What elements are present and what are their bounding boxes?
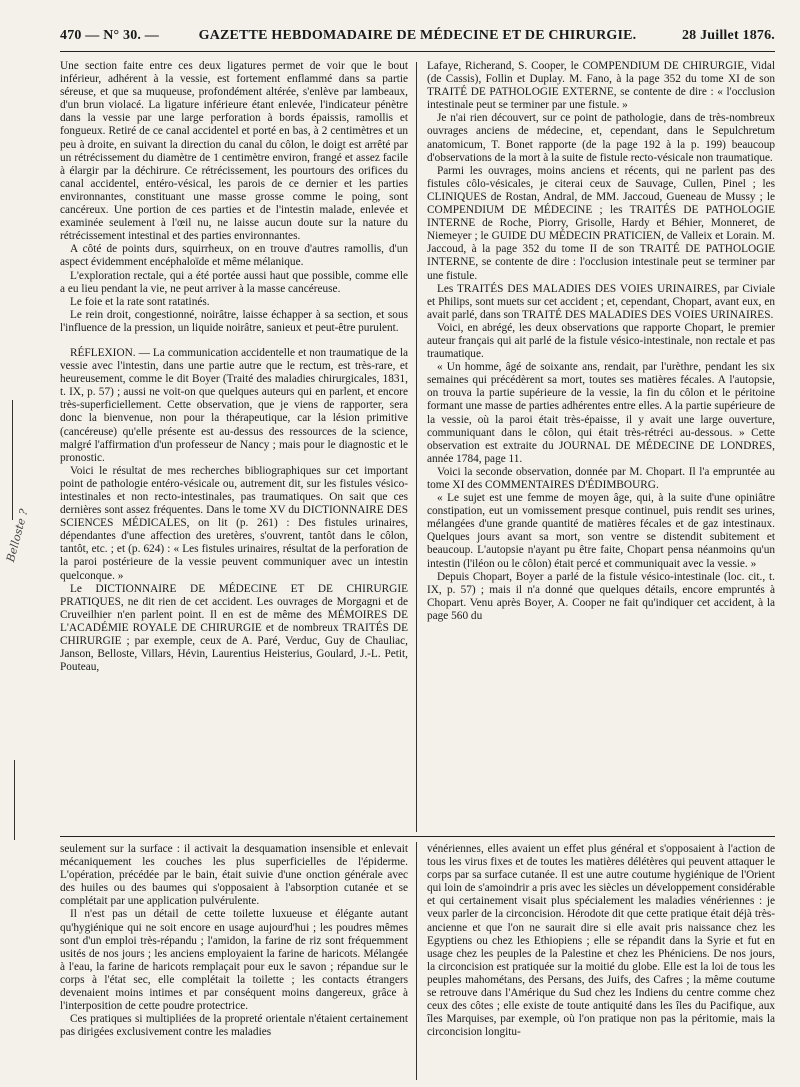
newspaper-page (60, 28, 775, 1078)
bottom-feuilleton (60, 843, 775, 1085)
handwritten-margin-note: Belloste ? (4, 507, 31, 564)
quote-paragraph: « Le sujet est une femme de moyen âge, qui, à la suite d'une opiniâtre constipation, eut un vomissement presque continuel, puis rendit ses urines, mélangées d'une grande quantité de matières fécales et de gaz intestinaux. Quelques jours avant sa mort, son ventre se distendit subitement et beaucoup. L'autopsie n'ayant pu être faite, Chopart pensa néanmoins qu'un intestin (l'iléon ou le côlon) était percé et communiquait avec la vessie. » (427, 492, 775, 570)
paragraph: seulement sur la surface : il activait la desquamation insensible et enlevait mécaniquement les couches les plus superficielles de l'épiderme. L'opération, précédée par le bain, était suivie d'une onction générale avec des huiles ou des baumes qui s'opposaient à l'absorption cutanée et se complétait par une application pulvérulente. (60, 843, 408, 908)
issue-date: 28 Juillet 1876. (681, 28, 775, 43)
paragraph: Lafaye, Richerand, S. Cooper, le COMPENDIUM DE CHIRURGIE, Vidal (de Cassis), Follin et Duplay. M. Fano, à la page 352 du tome XI de son TRAITÉ DE PATHOLOGIE EXTERNE, se contente de dire : « l'occlusion intestinale peut se terminer par une fistule. » (427, 60, 775, 112)
paragraph: Le rein droit, congestionné, noirâtre, laisse échapper à sa section, et sous l'influence de la pression, un liquide noirâtre, sanieux et peut-être purulent. (60, 308, 408, 334)
paragraph: Voici, en abrégé, les deux observations que rapporte Chopart, le premier auteur français qui ait parlé de la fistule vésico-intestinale, non rectale et pas traumatique. (427, 321, 775, 361)
paragraph: vénériennes, elles avaient un effet plus général et s'opposaient à l'action de tous les virus fixes et de toutes les matières délétères qui peuvent attaquer le corps par sa surface cutanée. Il est une autre coutume hygiénique de l'Orient qui loin de s'amoindrir a pris avec les siècles un développement considérable et qui certainement visait plus spécialement les maladies vénériennes : je veux parler de la circoncision. Hérodote dit que cette pratique était déjà très-ancienne et que l'on ne saurait dire si elle avait pris naissance chez les Egyptiens ou chez les Ethiopiens ; elle se répandit dans la Syrie et fut en usage chez les peuples de la Palestine et chez les Phéniciens. De nos jours, la circoncision est pratiquée sur la moitié du globe. Elle est la loi de tous les peuples mahométans, des Persans, des Juifs, des Cafres ; la même coutume se retrouve dans l'Amérique du Sud chez les Indiens du centre comme chez ceux des côtes ; elle existe de toute antiquité dans les îles du Pacifique, aux îles Marquises, par exemple, où l'on pratique non pas la péritomie, mais la circoncision longitu- (427, 843, 775, 1039)
page-number: 470 — N° 30. — (60, 28, 160, 43)
paragraph: Parmi les ouvrages, moins anciens et récents, qui ne parlent pas des fistules côlo-vésicales, je citerai ceux de Sauvage, Cullen, Pinel ; les CLINIQUES de Rostan, Andral, de MM. Jaccoud, Gueneau de Mussy ; le COMPENDIUM DE MÉDECINE ; les TRAITÉS DE PATHOLOGIE INTERNE de Roche, Piorry, Grisolle, Hardy et Béhier, Monneret, de Niemeyer ; le GUIDE DU MÉDECIN PRATICIEN, de Valleix et Lorain. M. Jaccoud, à la page 352 du tome II de son TRAITÉ DE PATHOLOGIE INTERNE, se contente de dire : l'occlusion intestinale peut se terminer par une fistule. (427, 164, 775, 282)
paragraph: Voici le résultat de mes recherches bibliographiques sur cet important point de pathologie entéro-vésicale ou, autrement dit, sur les fistules vésico-intestinales et non recto-intestinales, pas traumatiques. On sait que ces dernières sont assez fréquentes. Dans le tome XV du DICTIONNAIRE DES SCIENCES MÉDICALES, on lit (p. 261) : Des fistules urinaires, dépendantes d'une affection des uretères, s'ouvrent, tantôt dans le côlon, tantôt, etc. ; et (p. 624) : « Les fistules urinaires, résultat de la perforation de la paroi postérieure de la vessie peuvent communiquer avec un intestin quelconque. » (60, 464, 408, 582)
paragraph: Je n'ai rien découvert, sur ce point de pathologie, dans de très-nombreux ouvrages anciens de médecine, et, cependant, dans le Sepulchretum anatomicum, T. Bonet rapporte (de la page 192 à la p. 199) beaucoup d'observations de la mort à la suite de fistule recto-vésicale non traumatique. (427, 112, 775, 164)
paragraph: Le DICTIONNAIRE DE MÉDECINE ET DE CHIRURGIE PRATIQUES, ne dit rien de cet accident. Les ouvrages de Morgagni et de Cruveilhier n'en parlent point. Il en est de même des MÉMOIRES DE L'ACADÉMIE ROYALE DE CHIRURGIE et de nombreux TRAITÉS DE CHIRURGIE ; par exemple, ceux de A. Paré, Verduc, Guy de Chauliac, Janson, Belloste, Villars, Hévin, Laurentius Heisterius, Goulard, J.-L. Petit, Pouteau, (60, 582, 408, 674)
paragraph: Les TRAITÉS DES MALADIES DES VOIES URINAIRES, par Civiale et Philips, sont muets sur cet accident ; et, cependant, Chopart, avant eux, en avait parlé, dans son TRAITÉ DES MALADIES DES VOIES URINAIRES. (427, 282, 775, 321)
paragraph: Le foie et la rate sont ratatinés. (70, 295, 210, 308)
paragraph: L'exploration rectale, qui a été portée aussi haut que possible, comme elle a eu lieu pendant la vie, ne peut arriver à la masse cancéreuse. (60, 269, 408, 295)
margin-line-mark (14, 760, 15, 840)
column-rule-bottom (416, 842, 417, 1080)
paragraph: Ces pratiques si multipliées de la propreté orientale n'étaient certainement pas dirigées exclusivement contre les maladies (60, 1013, 408, 1039)
margin-line-mark (12, 400, 13, 520)
column-rule-top (416, 62, 417, 832)
bottom-left-column (60, 843, 408, 1085)
bottom-right-column (427, 843, 775, 1085)
paragraph-reflexion: RÉFLEXION. — La communication accidentelle et non traumatique de la vessie avec l'intestin, dans une partie autre que le rectum, est très-rare, et heureusement, comme le dit Boyer (Traité des maladies chirurgicales, 1831, t. IX, p. 57) ; aussi ne voit-on que quelques auteurs qui en parlent, et encore très-superficiellement. Cette observation, que je viens de rapporter, sera donc la bienvenue, non pour la thérapeutique, car la lésion primitive (cancéreuse) qu'elle présente est au-dessus des ressources de la science, malgré l'affirmation d'un professeur de Nancy ; mais pour le diagnostic et le pronostic. (60, 346, 408, 464)
quote-paragraph: « Un homme, âgé de soixante ans, rendait, par l'urèthre, pendant les six semaines qui précédèrent sa mort, toutes ses matières fécales. A l'autopsie, on trouva la partie supérieure de la vessie, la fin du côlon et le péritoine formant une masse de parties adhérentes entre elles. A la partie supérieure de la vessie, où la paroi était très-épaisse, il y avait une large ouverture, communiquant dans le côlon, qui était très-rétréci au-dessous. » Cette observation est extraite du JOURNAL DE MÉDECINE DE LONDRES, année 1784, page 11. (427, 361, 775, 465)
page-header (60, 28, 775, 52)
top-article (60, 60, 775, 830)
paragraph: Depuis Chopart, Boyer a parlé de la fistule vésico-intestinale (loc. cit., t. IX, p. 57) ; mais il n'a donné que quelques détails, encore empruntés à Chopart. Venu après Boyer, A. Cooper ne fait qu'indiquer cet accident, à la page 560 du (427, 570, 775, 622)
journal-title: GAZETTE HEBDOMADAIRE DE MÉDECINE ET DE CHIRURGIE. (198, 28, 637, 43)
section-divider (60, 836, 775, 837)
paragraph: Une section faite entre ces deux ligatures permet de voir que le bout inférieur, adhérent à la vessie, est fortement enflammé dans sa partie séreuse, et que sa muqueuse, profondément altérée, s'enlève par lambeaux, d'un brun violacé. La ligature inférieure étant enlevée, l'indicateur pénètre dans la vessie par une large perforation à bords épaissis, ramollis et fongueux. Retiré de ce canal accidentel et porté en bas, à 2 centimètres et un peu à droite, en suivant la direction du canal du côlon, le doigt est arrêté par un rétrécissement du diamètre de 1 centimètre environ, frangé et assez facile à élargir par la déchirure. Ce rétrécissement, les pourtours des orifices du canal accidentel, entéro-vésical, les parois de ce dernier et les parties environnantes, constituant une masse grosse comme le poing, sont cancéreux. Une portion de ces parties et de l'intestin malade, enlevée et examinée seulement à l'œil nu, ne laisse aucun doute sur la nature du rétrécissement intestinal et des parties environnantes. (60, 60, 408, 243)
paragraph: Voici la seconde observation, donnée par M. Chopart. Il l'a empruntée au tome XI des COMMENTAIRES D'ÉDIMBOURG. (427, 465, 775, 491)
paragraph: A côté de points durs, squirrheux, on en trouve d'autres ramollis, d'un aspect évidemment encéphaloïde et même mélanique. (60, 243, 408, 269)
top-right-column (427, 60, 775, 830)
top-left-column (60, 60, 408, 830)
paragraph: Il n'est pas un détail de cette toilette luxueuse et élégante autant qu'hygiénique qui ne soit encore en usage aujourd'hui ; les poudres mêmes sont d'un emploi très-répandu ; l'amidon, la farine de riz sont fréquemment usités de nos jours ; les anciens employaient la farine de haricots. Mélangée à l'eau, la farine de haricots remplaçait pour eux le savon ; répandue sur le corps à l'état sec, elle complétait la toilette ; les contacts étrangers devenaient moins intimes et par conséquent moins dangereux, grâce à l'interposition de cette poudre protectrice. (60, 908, 408, 1013)
